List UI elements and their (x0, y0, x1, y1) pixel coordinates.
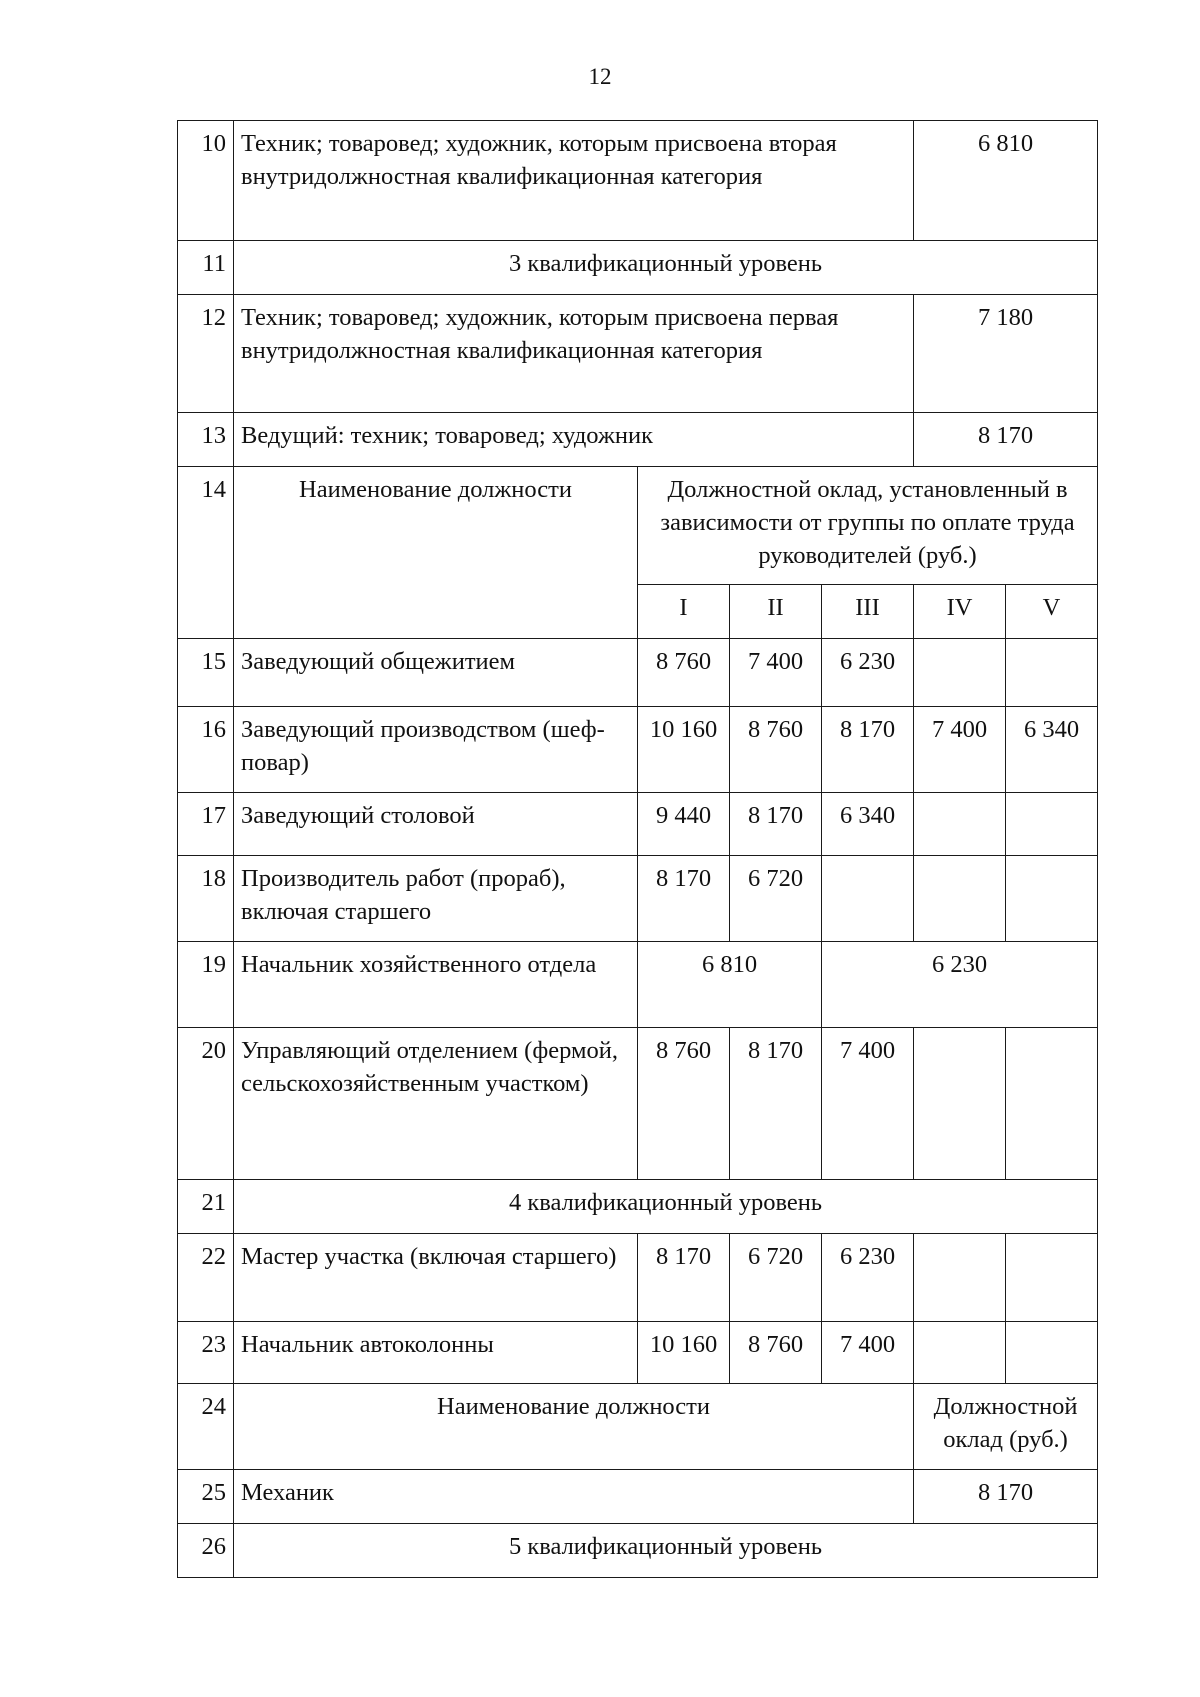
column-header-position: Наименование должности (234, 1384, 914, 1470)
salary-cell (1006, 856, 1098, 942)
table-row (178, 295, 1098, 413)
position-name: Заведующий общежитием (234, 639, 638, 707)
salary-cell: 8 760 (730, 707, 822, 793)
row-number: 25 (178, 1470, 234, 1524)
column-header-position: Наименование должности (234, 467, 638, 639)
table-row (178, 121, 1098, 241)
position-name: Техник; товаровед; художник, которым присвоена вторая внутридолжностная квалификационная категория (234, 121, 914, 241)
position-name: Заведующий производством (шеф-повар) (234, 707, 638, 793)
table-header-row (178, 1384, 1098, 1470)
row-number: 20 (178, 1028, 234, 1180)
row-number: 14 (178, 467, 234, 639)
row-number: 24 (178, 1384, 234, 1470)
row-number: 12 (178, 295, 234, 413)
position-name: Мастер участка (включая старшего) (234, 1234, 638, 1322)
table-row (178, 942, 1098, 1028)
position-name: Начальник хозяйственного отдела (234, 942, 638, 1028)
table-row (178, 856, 1098, 942)
position-name: Заведующий столовой (234, 793, 638, 856)
table-row (178, 639, 1098, 707)
qualification-level: 4 квалификационный уровень (234, 1180, 1098, 1234)
table-row (178, 1028, 1098, 1180)
table-row (178, 1180, 1098, 1234)
position-name: Управляющий отделением (фермой, сельскохозяйственным участком) (234, 1028, 638, 1180)
salary-cell (1006, 1234, 1098, 1322)
page-number: 12 (588, 64, 612, 89)
salary-cell (914, 793, 1006, 856)
salary-cell (1006, 639, 1098, 707)
position-name: Механик (234, 1470, 914, 1524)
row-number: 15 (178, 639, 234, 707)
salary-cell: 10 160 (638, 707, 730, 793)
table-row (178, 241, 1098, 295)
salary-table (177, 120, 1098, 1578)
salary-cell: 9 440 (638, 793, 730, 856)
salary-cell (914, 1322, 1006, 1384)
position-name: Техник; товаровед; художник, которым присвоена первая внутридолжностная квалификационная категория (234, 295, 914, 413)
salary-cell: 8 760 (730, 1322, 822, 1384)
position-name: Начальник автоколонны (234, 1322, 638, 1384)
table-row (178, 707, 1098, 793)
table-row (178, 413, 1098, 467)
salary-cell (914, 639, 1006, 707)
table-row (178, 1470, 1098, 1524)
salary-cell: 8 170 (730, 793, 822, 856)
qualification-level: 3 квалификационный уровень (234, 241, 1098, 295)
salary-cell: 6 340 (822, 793, 914, 856)
salary-cell (914, 1234, 1006, 1322)
salary-cell (1006, 1028, 1098, 1180)
salary-cell: 7 400 (914, 707, 1006, 793)
qualification-level: 5 квалификационный уровень (234, 1524, 1098, 1578)
table-row (178, 1524, 1098, 1578)
salary-cell (1006, 793, 1098, 856)
position-name: Производитель работ (прораб), включая старшего (234, 856, 638, 942)
position-name: Ведущий: техник; товаровед; художник (234, 413, 914, 467)
salary-value: 8 170 (914, 1470, 1098, 1524)
group-header: I (638, 585, 730, 639)
salary-cell: 6 340 (1006, 707, 1098, 793)
salary-cell (914, 1028, 1006, 1180)
salary-cell (1006, 1322, 1098, 1384)
row-number: 19 (178, 942, 234, 1028)
salary-cell: 8 760 (638, 639, 730, 707)
row-number: 18 (178, 856, 234, 942)
salary-cell: 10 160 (638, 1322, 730, 1384)
salary-value: 8 170 (914, 413, 1098, 467)
group-header: III (822, 585, 914, 639)
salary-cell: 8 170 (822, 707, 914, 793)
group-header: V (1006, 585, 1098, 639)
row-number: 11 (178, 241, 234, 295)
salary-cell: 8 170 (638, 856, 730, 942)
row-number: 26 (178, 1524, 234, 1578)
salary-cell (914, 856, 1006, 942)
salary-cell: 6 720 (730, 856, 822, 942)
salary-cell: 7 400 (822, 1028, 914, 1180)
salary-cell-groups-1-2: 6 810 (638, 942, 822, 1028)
salary-value: 7 180 (914, 295, 1098, 413)
row-number: 22 (178, 1234, 234, 1322)
salary-cell: 6 720 (730, 1234, 822, 1322)
salary-cell (822, 856, 914, 942)
column-header-salary-by-group: Должностной оклад, установленный в зависимости от группы по оплате труда руководителей (руб.) (638, 467, 1098, 585)
row-number: 10 (178, 121, 234, 241)
table-row (178, 1234, 1098, 1322)
row-number: 23 (178, 1322, 234, 1384)
salary-cell: 8 170 (730, 1028, 822, 1180)
table-row (178, 1322, 1098, 1384)
salary-cell: 8 760 (638, 1028, 730, 1180)
table-row (178, 793, 1098, 856)
salary-cell: 7 400 (822, 1322, 914, 1384)
table-header-row (178, 467, 1098, 585)
group-header: IV (914, 585, 1006, 639)
column-header-salary: Должностной оклад (руб.) (914, 1384, 1098, 1470)
row-number: 21 (178, 1180, 234, 1234)
salary-cell: 8 170 (638, 1234, 730, 1322)
row-number: 16 (178, 707, 234, 793)
salary-cell: 6 230 (822, 639, 914, 707)
group-header: II (730, 585, 822, 639)
row-number: 13 (178, 413, 234, 467)
salary-cell: 6 230 (822, 1234, 914, 1322)
salary-cell-groups-3-5: 6 230 (822, 942, 1098, 1028)
row-number: 17 (178, 793, 234, 856)
salary-cell: 7 400 (730, 639, 822, 707)
salary-value: 6 810 (914, 121, 1098, 241)
